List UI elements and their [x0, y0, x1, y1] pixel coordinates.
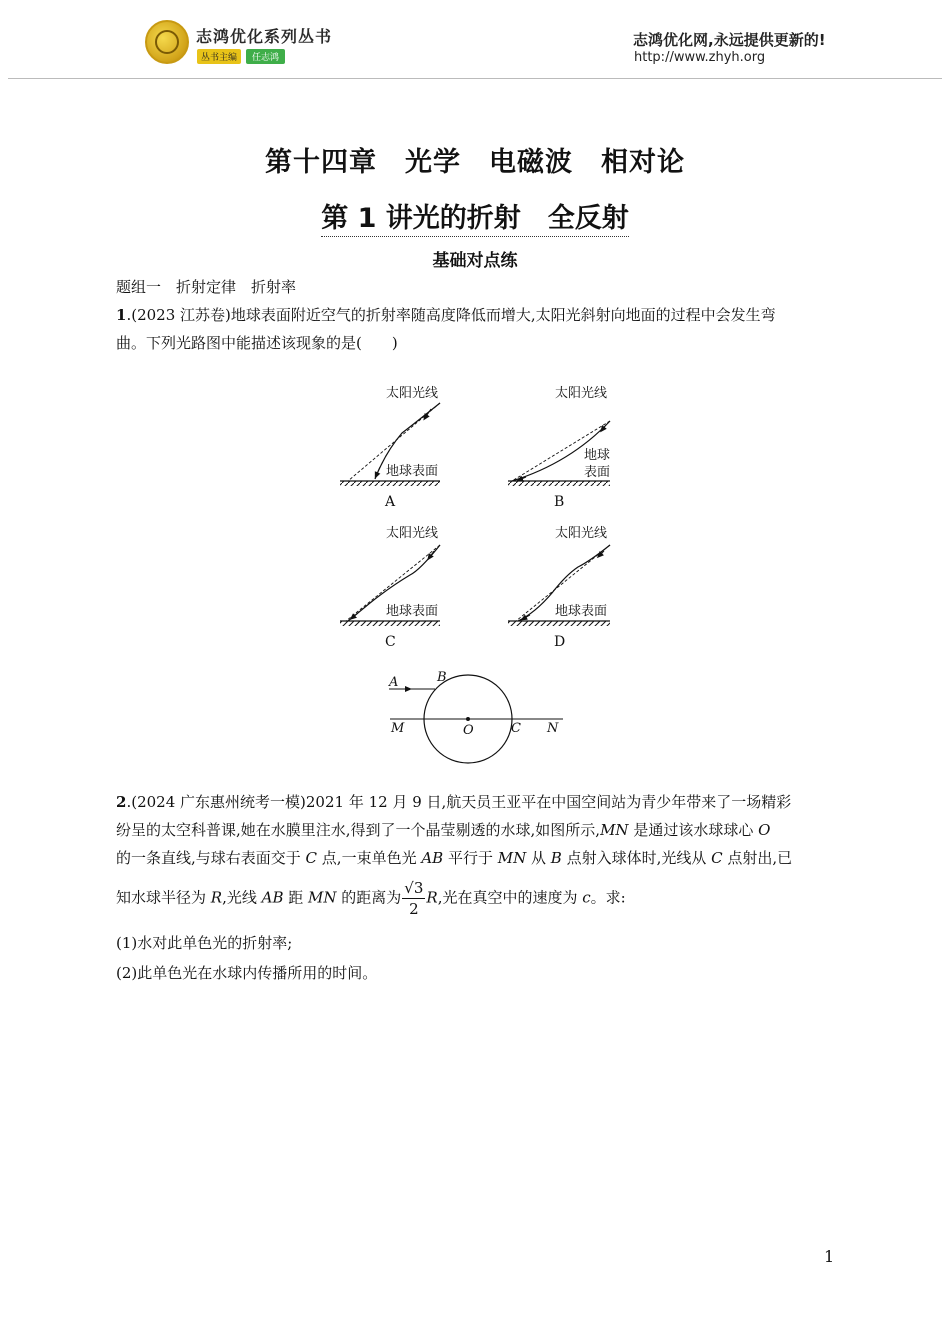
panel-c-ground-hatch [340, 621, 440, 626]
page-number: 1 [824, 1247, 835, 1266]
label-m: M [391, 721, 405, 736]
q2-mn-2: MN [497, 849, 527, 867]
q2-ab-2: AB [261, 888, 284, 907]
header-slogan: 志鸿优化网,永远提供更新的! [633, 31, 826, 49]
q2-line4e: ,光在真空中的速度为 [437, 888, 583, 907]
panel-c-option-label: C [385, 634, 396, 650]
q1-line2: 曲。下列光路图中能描述该现象的是( ) [116, 334, 398, 352]
q2-c-2: C [711, 849, 723, 867]
editor-name: 任志鸿 [246, 49, 285, 64]
q2-r: R [210, 888, 223, 907]
panel-b-option-label: B [554, 494, 565, 510]
q2-o: O [758, 821, 771, 839]
panel-c-sun-label: 太阳光线 [386, 526, 439, 541]
header-url[interactable]: http://www.zhyh.org [634, 50, 766, 65]
panel-b-sun-label: 太阳光线 [555, 386, 608, 401]
series-logo [145, 20, 189, 64]
q1-source: (2023 江苏卷) [131, 306, 231, 324]
panel-a-arrow-bottom [376, 467, 380, 476]
fraction-denominator: 2 [409, 900, 419, 918]
panel-a-option-label: A [385, 494, 396, 510]
panel-a-ground-hatch [340, 481, 440, 486]
question-1: 1.(2023 江苏卷)地球表面附近空气的折射率随高度降低而增大,太阳光斜射向地面的过程中会发生弯 曲。下列光路图中能描述该现象的是( ) [116, 301, 836, 357]
q2-line4c: 距 [283, 888, 309, 907]
q2-mn-3: MN [308, 888, 337, 907]
panel-b-surface-label-1: 地球 [584, 448, 611, 463]
q2-r-2: R [426, 888, 438, 907]
q2-line4d: 的距离为 [336, 888, 402, 907]
center-dot [466, 717, 470, 721]
panel-b [508, 385, 610, 510]
q2-line2a: 纷呈的太空科普课,她在水膜里注水,得到了一个晶莹剔透的水球,如图所示, [116, 821, 601, 839]
q2-line3d: 从 [526, 849, 551, 867]
panel-d-surface-label: 地球表面 [555, 604, 608, 619]
q2-mn: MN [600, 821, 629, 839]
q2-line1: 2021 年 12 月 9 日,航天员王亚平在中国空间站为青少年带来了一场精彩 [305, 793, 792, 811]
panel-d-ground-hatch [508, 621, 610, 626]
q2-line3b: 点,一束单色光 [317, 849, 422, 867]
group-title: 题组一 折射定律 折射率 [116, 278, 297, 296]
q2-c-speed: c [582, 888, 591, 907]
panel-d [508, 525, 610, 650]
lesson-title [0, 196, 950, 235]
q1-number: 1 [116, 306, 127, 324]
q2-line4a: 知水球半径为 [116, 888, 211, 907]
panel-b-arrow-top [602, 425, 606, 430]
series-title: 志鸿优化系列丛书 [196, 27, 333, 46]
q2-subquestion-2: (2)此单色光在水球内传播所用的时间。 [116, 964, 378, 982]
chapter-title: 第十四章 光学 电磁波 相对论 [265, 147, 685, 178]
label-c: C [511, 721, 521, 736]
q2-ab: AB [421, 849, 444, 867]
fraction-numerator: √3 [404, 879, 424, 897]
panel-c [340, 525, 440, 650]
label-b: B [437, 670, 447, 685]
panel-a [340, 385, 440, 510]
section-title: 基础对点练 [432, 251, 518, 271]
q2-c: C [305, 849, 318, 867]
panel-b-surface-label-2: 表面 [584, 465, 611, 480]
header-divider [8, 78, 942, 79]
q2-b: B [550, 849, 562, 867]
q2-line3f: 点射出,已 [722, 849, 793, 867]
q2-figure [385, 668, 570, 768]
lesson-title-text: 第 1 讲光的折射 全反射 [321, 203, 629, 237]
question-2: 2.(2024 广东惠州统考一模)2021 年 12 月 9 日,航天员王亚平在中国空间站为青少年带来了一场精彩 纷呈的太空科普课,她在水膜里注水,得到了一个晶莹剔透的水球,如图所示,MN 是通过该水球球心 O 的一条直线,与球右表面交于 C 点,一束单色光 AB 平行于 MN 从 B 点射入球体时,光线从 C 点射出,已 知水球半径为 R,光线 AB 距 MN 的距离为 $\frac{√3}{2}$ R,光在真空中的速度为 c。求: [116, 793, 793, 918]
panel-a-surface-label: 地球表面 [386, 464, 439, 479]
q2-line3e: 点射入球体时,光线从 [561, 849, 712, 867]
fraction-sqrt3-over-2 [402, 878, 425, 919]
q1-figure [330, 375, 630, 660]
panel-c-surface-label: 地球表面 [386, 604, 439, 619]
panel-b-ground-hatch [508, 481, 610, 486]
q2-subquestion-1: (1)水对此单色光的折射率; [116, 934, 293, 952]
editor-label: 丛书主编 [197, 49, 241, 64]
label-n: N [547, 721, 559, 736]
panel-a-sun-label: 太阳光线 [386, 386, 439, 401]
q1-line1: 地球表面附近空气的折射率随高度降低而增大,太阳光斜射向地面的过程中会发生弯 [230, 306, 776, 324]
label-o: O [463, 723, 474, 738]
panel-d-option-label: D [554, 634, 566, 650]
q2-source: (2024 广东惠州统考一模) [131, 793, 306, 811]
q2-line4b: ,光线 [222, 888, 262, 907]
q2-line3a: 的一条直线,与球右表面交于 [116, 849, 306, 867]
panel-d-sun-label: 太阳光线 [555, 526, 608, 541]
label-a: A [389, 675, 399, 690]
q2-line2b: 是通过该水球球心 [628, 821, 759, 839]
q2-line3c: 平行于 [443, 849, 498, 867]
q2-number: 2 [116, 793, 127, 811]
q2-line4f: 。求: [590, 888, 626, 907]
